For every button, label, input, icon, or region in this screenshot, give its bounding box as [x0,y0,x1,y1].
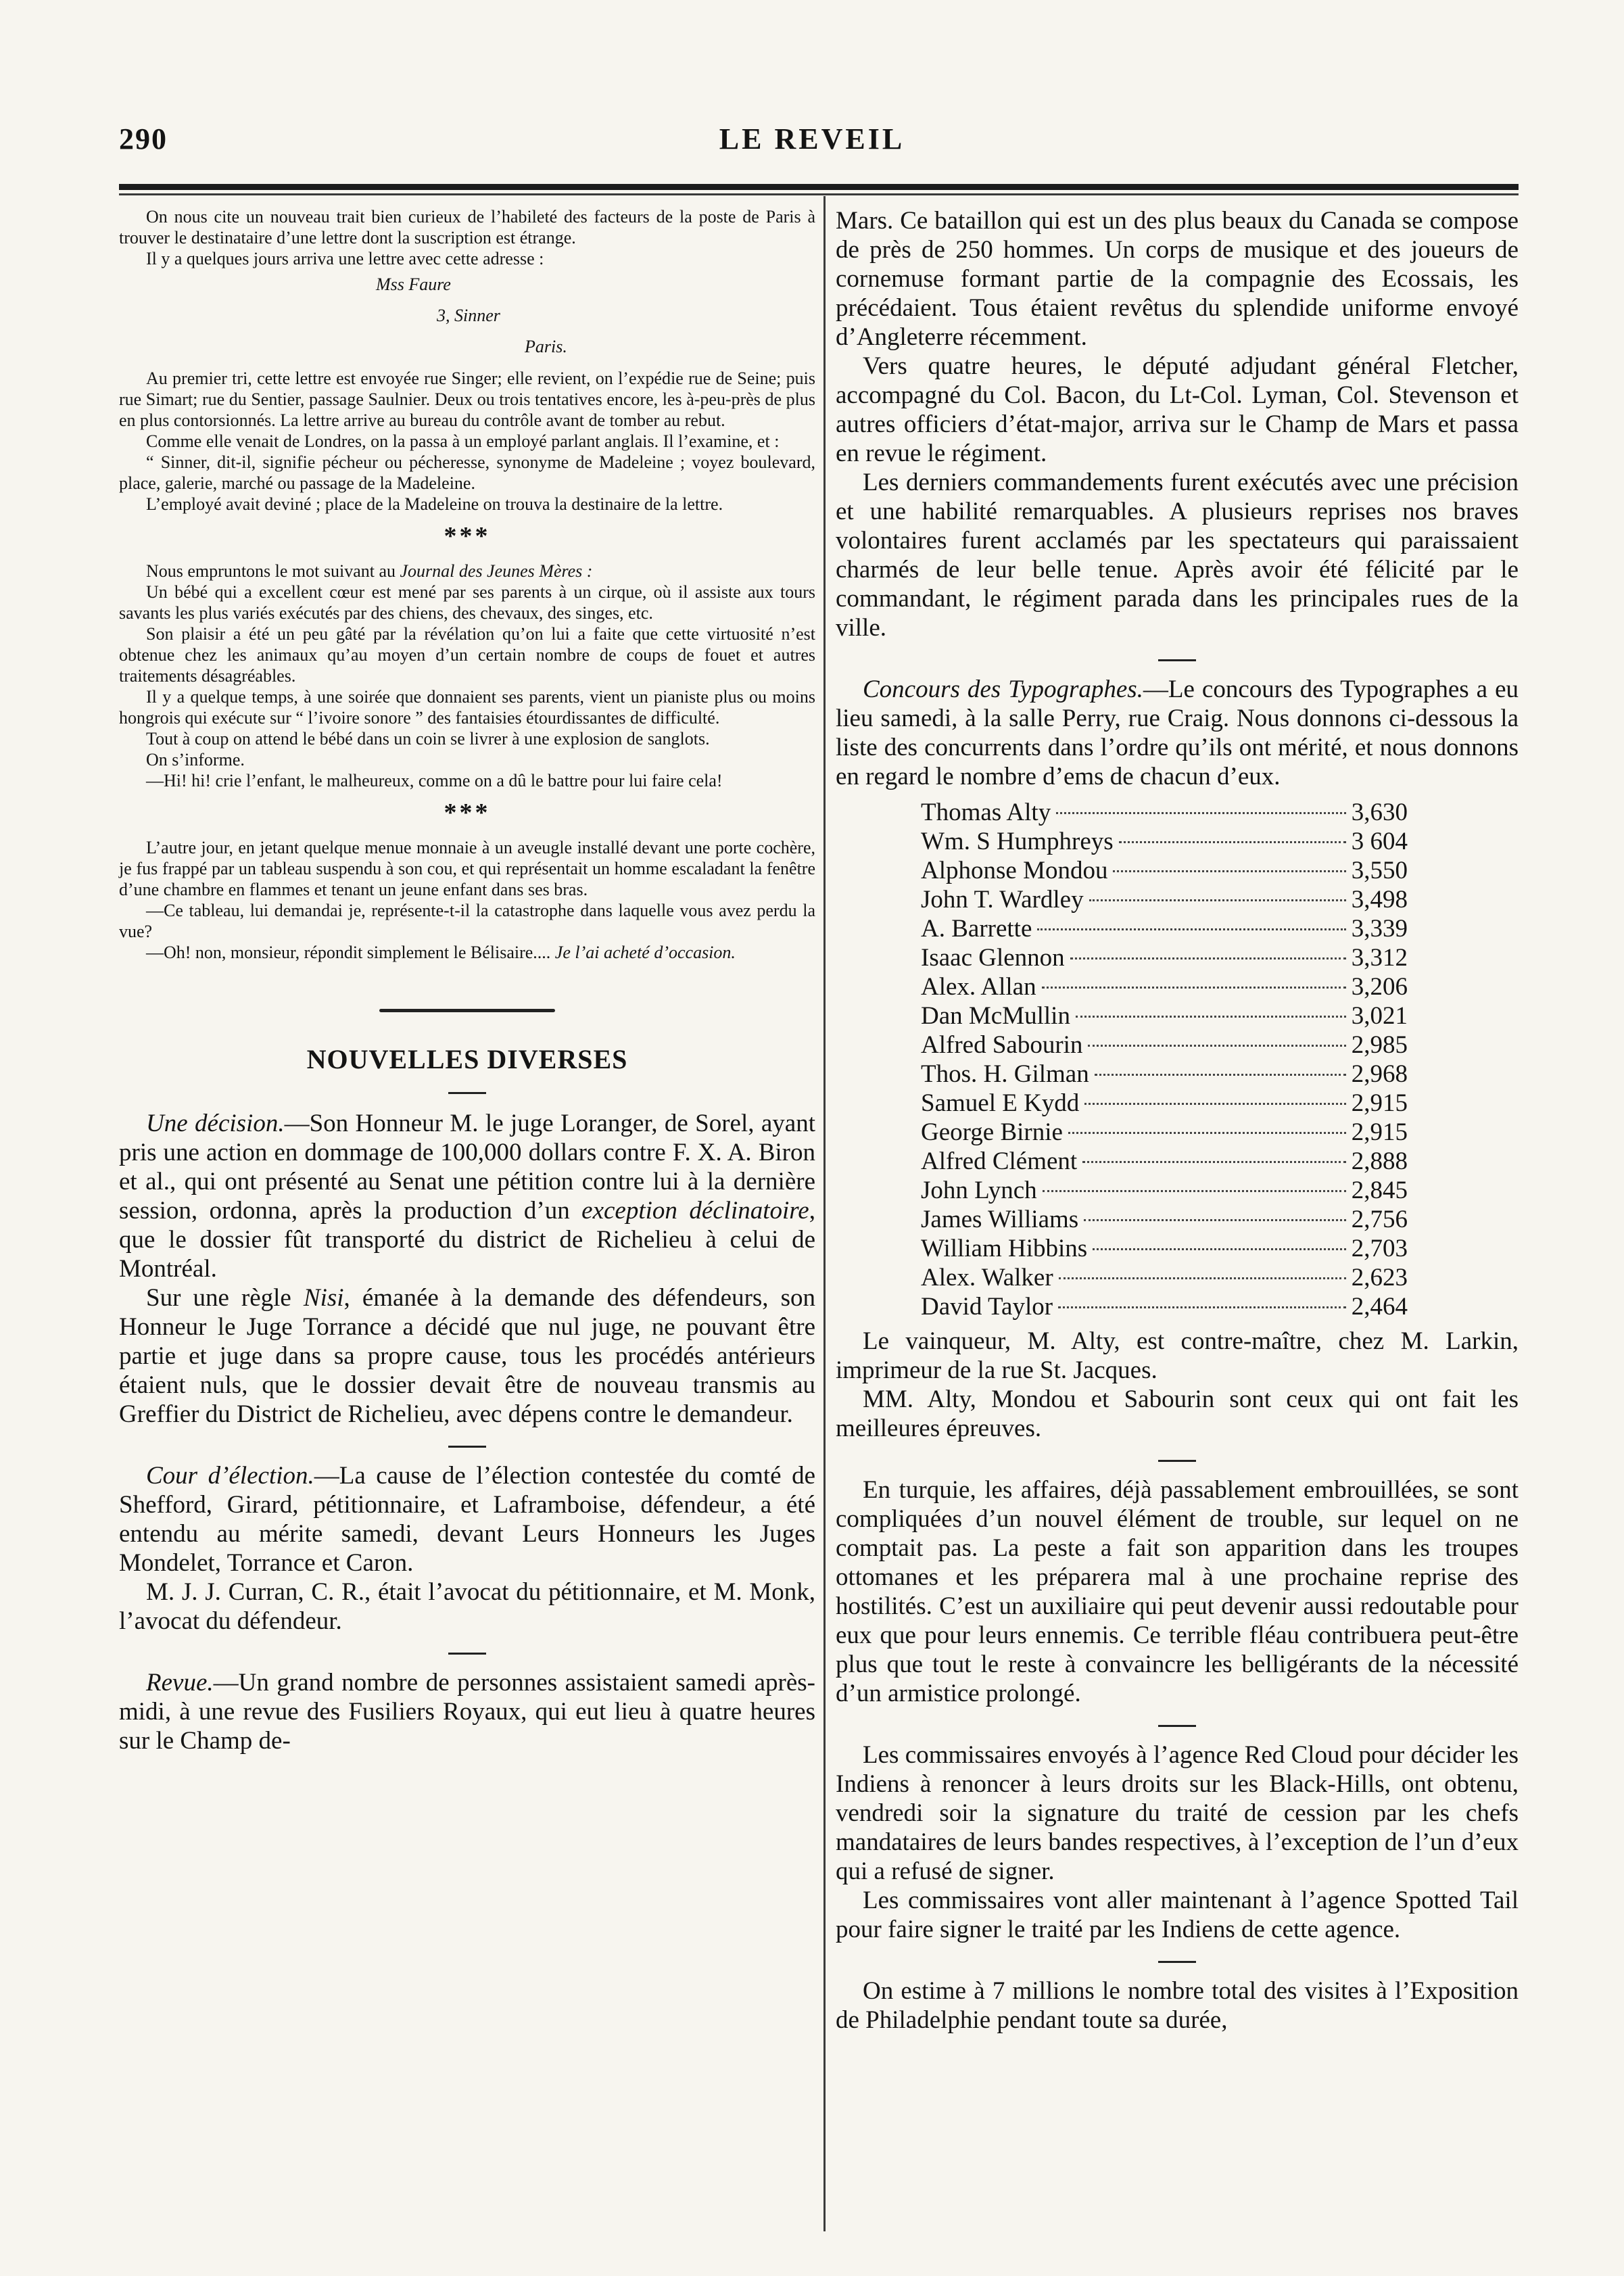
leader-dots [1037,928,1345,930]
paragraph: L’autre jour, en jetant quelque menue monnaie à un aveugle installé devant une porte cochère, je fus frappé par un tableau suspendu à son cou, et qui représentait un homme escaladant la fenêtre d’une chambre en flammes et tenant un jeune enfant dans ses bras. [119,838,815,899]
paragraph: Vers quatre heures, le député adjudant général Fletcher, accompagné du Col. Bacon, du Lt-Col. Lyman, Col. Stevenson et autres officiers d’état-major, arriva sur le Champ de Mars et passa en revue le régiment. [836,352,1519,467]
paragraph: Tout à coup on attend le bébé dans un coin se livrer à une explosion de sanglots. [146,729,710,749]
separator-dash [836,645,1519,672]
separator-dash [836,1446,1519,1473]
typographer-name: Alex. Allan [921,973,1036,1001]
typographer-row [921,1089,1408,1118]
typographer-row [921,798,1408,827]
separator-dash [119,1431,815,1459]
leader-dots [1113,870,1345,872]
paragraph [119,1668,815,1755]
typographer-name: Isaac Glennon [921,944,1065,972]
left-column [119,206,815,1755]
paragraph: MM. Alty, Mondou et Sabourin sont ceux qui ont fait les meilleures épreuves. [836,1385,1519,1442]
typographer-name: David Taylor [921,1293,1053,1321]
separator-dash [836,1947,1519,1974]
typographer-row [921,1147,1408,1176]
leader-dots [1089,899,1346,901]
typographer-name: John Lynch [921,1177,1037,1204]
typographer-score: 2,623 [1351,1264,1408,1291]
typographer-row [921,1176,1408,1205]
text-span: —Son Honneur M. le juge Loranger, de Sorel, ayant pris une action en dommage de 100,000 dollars contre F. X. A. Biron et al., qui ont présenté au Senat une pétition contre lui à la dernière session, ordonna, après la production d’un [119,1110,815,1225]
paragraph: —Hi! hi! crie l’enfant, le malheureux, comme on a dû le battre pour lui faire cela! [146,771,723,790]
typographer-name: William Hibbins [921,1235,1088,1262]
running-title: LE REVEIL [719,122,905,156]
typographer-name: Samuel E Kydd [921,1089,1080,1117]
leader-dots [1070,957,1346,959]
typographer-score: 3,498 [1351,886,1408,914]
paragraph: Comme elle venait de Londres, on la passa à un employé parlant anglais. Il l’examine, et : [146,431,780,451]
text-span-italic: Je l’ai acheté d’occasion. [554,943,736,962]
typographer-name: George Birnie [921,1118,1063,1146]
text-span: Sur une règle [146,1284,304,1312]
asterism: *** [444,522,491,550]
typographer-score: 3,550 [1351,857,1408,884]
text-span-italic: exception déclinatoire [581,1197,809,1225]
typographer-score: 3 604 [1351,828,1408,855]
paragraph: M. J. J. Curran, C. R., était l’avocat du pétitionnaire, et M. Monk, l’avocat du défendeur. [119,1578,815,1635]
typographer-row [921,885,1408,914]
typographer-score: 2,464 [1351,1293,1408,1321]
typographer-row [921,972,1408,1001]
leader-dots [1093,1248,1346,1250]
address-line: Mss Faure [376,275,451,294]
paragraph: On estime à 7 millions le nombre total des visites à l’Exposition de Philadelphie pendant toute sa durée, [836,1977,1519,2034]
leader-dots [1088,1045,1345,1047]
text-span: —Oh! non, monsieur, répondit simplement le Bélisaire.... [146,943,555,962]
paragraph [836,675,1519,791]
typographer-name: Alfred Clément [921,1147,1078,1175]
paragraph [119,1109,815,1283]
paragraph: Les derniers commandements furent exécutés avec une précision et une habilité remarquables. A plusieurs reprises nos braves volontaires furent acclamés par les spectateurs qui paraissaient charmés de leur belle tenue. Après avoir été félicité par le commandant, le régiment parada dans les principales rues de la ville. [836,469,1519,642]
typographer-row [921,943,1408,972]
paragraph: Les commissaires vont aller maintenant à l’agence Spotted Tail pour faire signer le traité par les Indiens de cette agence. [836,1887,1519,1943]
typographer-score: 3,630 [1351,799,1408,826]
header-rule-thick [119,184,1519,190]
typographer-score: 3,312 [1351,944,1408,972]
text-span: —Le concours des Typographes a eu lieu samedi, à la salle Perry, rue Craig. Nous donnons ci-dessous la liste des concurrents dans l’ordre qu’ils ont mérité, et nous donnons en regard le nombre d’ems de chacun d’eux. [836,675,1519,790]
typographer-score: 2,985 [1351,1031,1408,1059]
leader-dots [1043,1190,1346,1192]
paragraph: Son plaisir a été un peu gâté par la révélation qu’on lui a faite que cette virtuosité n’est obtenue chez les animaux qu’au moyen d’un certain nombre de coups de fouet et autres traitements désagréables. [119,624,815,686]
typographer-score: 2,888 [1351,1147,1408,1175]
typographer-row [921,856,1408,885]
typographer-name: A. Barrette [921,915,1032,943]
leader-dots [1042,987,1346,989]
text-span-italic: Nisi [303,1284,344,1312]
leader-dots [1082,1161,1346,1163]
paragraph: L’employé avait deviné ; place de la Madeleine on trouva la destinaire de la lettre. [146,494,723,514]
typographer-row [921,1060,1408,1089]
leader-dots [1068,1132,1346,1134]
column-divider [823,196,826,2231]
typographer-score: 3,206 [1351,973,1408,1001]
paragraph: Les commissaires envoyés à l’agence Red Cloud pour décider les Indiens à renoncer à leurs droits sur les Black-Hills, ont obtenu, vendredi soir la signature du traité de cession par les chefs mandataires de leurs bandes respectives, à l’exception de l’un d’eux qui a refusé de signer. [836,1741,1519,1885]
paragraph: “ Sinner, dit-il, signifie pécheur ou pécheresse, synonyme de Madeleine ; voyez boulevard, place, galerie, marché ou passage de la Madeleine. [119,452,815,493]
typographer-name: Alex. Walker [921,1264,1053,1291]
typographer-row [921,1001,1408,1030]
leader-dots [1095,1074,1346,1076]
article-lead: Une décision. [146,1110,285,1137]
section-title: NOUVELLES DIVERSES [306,1044,628,1074]
leader-dots [1076,1016,1346,1018]
typographer-name: Thomas Alty [921,799,1051,826]
article-lead: Revue. [146,1669,214,1697]
paragraph: Il y a quelque temps, à une soirée que donnaient ses parents, vient un pianiste plus ou moins hongrois qui exécute sur “ l’ivoire sonore ” des fantaisies étourdissantes de difficulté. [119,687,815,728]
typographer-score: 2,915 [1351,1089,1408,1117]
typographer-row [921,1030,1408,1060]
paragraph: —Ce tableau, lui demandai je, représente-t-il la catastrophe dans laquelle vous avez perdu la vue? [119,901,815,941]
leader-dots [1059,1277,1346,1279]
address-line: Paris. [525,337,567,356]
typographer-name: Alfred Sabourin [921,1031,1083,1059]
article-lead: Cour d’élection. [146,1462,314,1490]
right-column [836,206,1519,2035]
address-line: 3, Sinner [437,306,500,325]
typographer-score: 2,756 [1351,1206,1408,1233]
paragraph: Au premier tri, cette lettre est envoyée rue Singer; elle revient, on l’expédie rue de Seine; puis rue Simart; rue du Sentier, passage Saulnier. Deux ou trois tentatives encore, les à-peu-près de plus en plus contorsionnés. La lettre arrive au bureau du contrôle avant de tomber au rebut. [119,369,815,430]
paragraph: En turquie, les affaires, déjà passablement embrouillées, se sont compliquées d’un nouvel élément de trouble, sur lequel on ne comptait pas. La peste a fait son apparition dans les troupes ottomanes et les préparera mal à une prochaine reprise des hostilités. C’est un auxiliaire qui peut devenir aussi redoutable pour eux que pour leurs ennemis. Ce terrible fléau contribuera peut-être plus que tout le reste à convaincre les belligérants de la nécessité d’un armistice prolongé. [836,1476,1519,1707]
text-span: , émanée à la demande des défendeurs, son Honneur le Juge Torrance a décidé que nul juge, ne pouvant être partie et juge dans sa propre cause, tous les procédés antérieurs étaient nuls, que le dossier devait être de nouveau transmis au Greffier du District de Richelieu, avec dépens contre le demandeur. [119,1284,815,1428]
leader-dots [1084,1219,1346,1221]
paragraph [119,1461,815,1578]
text-span: Nous empruntons le mot suivant au [146,561,400,581]
typographer-score: 2,968 [1351,1060,1408,1088]
separator-dash [119,1638,815,1665]
typographer-score: 3,339 [1351,915,1408,943]
typographer-name: Alphonse Mondou [921,857,1108,884]
typographer-row [921,1234,1408,1263]
typographer-score: 2,845 [1351,1177,1408,1204]
page-number: 290 [119,122,168,156]
asterism: *** [444,799,491,827]
typographer-row [921,914,1408,943]
text-span: —Un grand nombre de personnes assistaient samedi après-midi, à une revue des Fusiliers Royaux, qui eut lieu à quatre heures sur le Champ de- [119,1669,815,1755]
typographer-row [921,827,1408,856]
paragraph [119,561,815,582]
typographer-row [921,1205,1408,1234]
text-span: , que le dossier fût transporté du district de Richelieu à celui de Montréal. [119,1197,815,1283]
article-lead: Concours des Typographes. [863,675,1143,703]
typographer-name: John T. Wardley [921,886,1084,914]
typographer-name: James Williams [921,1206,1079,1233]
leader-dots [1056,812,1346,814]
paragraph: Mars. Ce bataillon qui est un des plus beaux du Canada se compose de près de 250 hommes. Un corps de musique et des joueurs de cornemuse formant partie de la compagnie des Ecossais, les précédaient. Tous étaient revêtus du splendide uniforme envoyé d’Angleterre récemment. [836,207,1519,351]
leader-dots [1058,1306,1346,1308]
paragraph: Il y a quelques jours arriva une lettre avec cette adresse : [146,249,544,268]
typographer-score: 3,021 [1351,1002,1408,1030]
paragraph: On nous cite un nouveau trait bien curieux de l’habileté des facteurs de la poste de Paris à trouver le destinataire d’une lettre dont la suscription est étrange. [119,207,815,247]
ornament-rule [119,1003,815,1016]
text-span: —La cause de l’élection contestée du comté de Shefford, Girard, pétitionnaire, et Laframboise, défendeur, a été entendu au mérite samedi, devant Leurs Honneurs les Juges Mondelet, Torrance et Caron. [119,1462,815,1577]
typographer-row [921,1292,1408,1321]
paragraph: Le vainqueur, M. Alty, est contre-maître, chez M. Larkin, imprimeur de la rue St. Jacques. [836,1327,1519,1384]
typographers-list [921,798,1408,1321]
typographer-score: 2,915 [1351,1118,1408,1146]
paragraph [119,942,815,963]
typographer-name: Dan McMullin [921,1002,1070,1030]
paragraph: Un bébé qui a excellent cœur est mené par ses parents à un cirque, où il assiste aux tours savants les plus variés exécutés par des chiens, des chevaux, des singes, etc. [119,582,815,623]
separator-dash [836,1711,1519,1738]
paragraph: On s’informe. [146,750,245,769]
typographer-row [921,1263,1408,1292]
journal-title: Journal des Jeunes Mères : [400,561,593,581]
header-rule-thin [119,193,1519,195]
leader-dots [1084,1103,1345,1105]
separator-dash [119,1079,815,1106]
typographer-score: 2,703 [1351,1235,1408,1262]
typographer-row [921,1118,1408,1147]
leader-dots [1119,841,1346,843]
paragraph [119,1283,815,1429]
typographer-name: Thos. H. Gilman [921,1060,1089,1088]
typographer-name: Wm. S Humphreys [921,828,1114,855]
